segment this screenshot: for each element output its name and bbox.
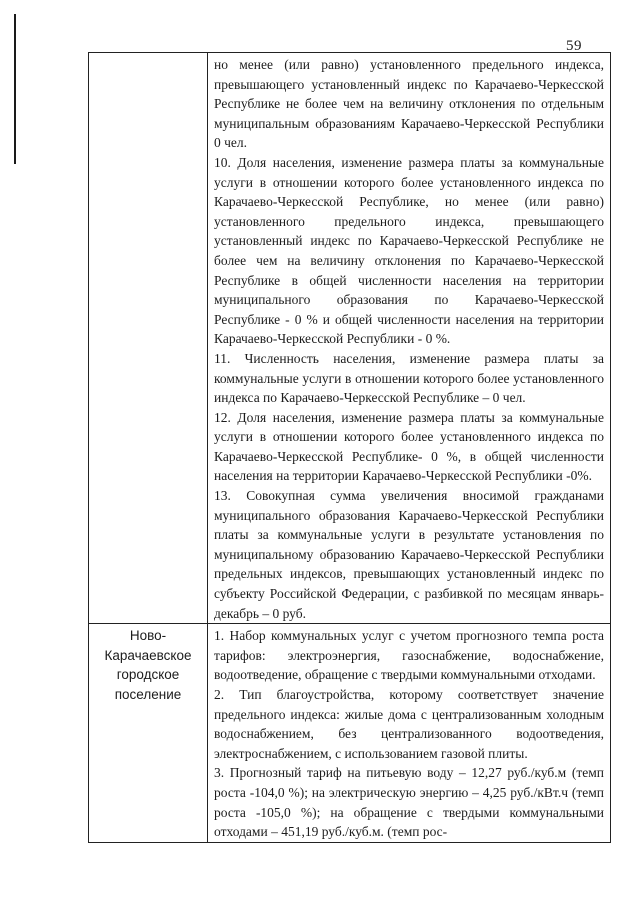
municipality-name [89, 53, 207, 55]
page-number: 59 [566, 38, 582, 54]
info-paragraph: 10. Доля населения, изменение размера платы за коммунальные услуги в отношении которого более установленного индекса по Карачаево-Черкесской Республике, но менее (или равно) установленного предельного индекса, превышающего установленный индекс по Карачаево-Черкесской Республике не более чем на величину отклонения по Карачаево-Черкесской Республике в общей численности населения на территории муниципального образования по Карачаево-Черкесской Республике - 0 % и общей численности населения на территории Карачаево-Черкесской Республики - 0 %. [214, 154, 604, 347]
info-paragraph: 13. Совокупная сумма увеличения вносимой гражданами муниципального образования Карачаево-Черкесской Республики платы за коммунальные услуги в результате установления по муниципальному образованию Карачаево-Черкесской Республики предельных индексов, превышающих установленный индекс по субъекту Российской Федерации, с разбивкой по месяцам январь-декабрь – 0 руб. [214, 488, 604, 621]
info-paragraph: 2. Тип благоустройства, которому соответствует значение предельного индекса: жилые дома с централизованным холодным водоснабжением, без централизованного водоотведения, электроснабжением, с использованием газовой плиты. [214, 687, 604, 761]
info-paragraph: 11. Численность населения, изменение размера платы за коммунальные услуги в отношении которого более установленного индекса по Карачаево-Черкесской Республике – 0 чел. [214, 350, 604, 406]
municipality-name: Ново-Карачаевское городское поселение [104, 628, 192, 702]
info-paragraph: но менее (или равно) установленного предельного индекса, превышающего установленный индекс по Карачаево-Черкесской Республике не более чем на величину отклонения по отдельным муниципальным образованиям Карачаево-Черкесской Республики 0 чел. [214, 57, 604, 151]
info-text [208, 53, 610, 623]
info-paragraph: 12. Доля населения, изменение размера платы за коммунальные услуги в отношении которого более установленного индекса по Карачаево-Черкесской Республике- 0 %, в общей численности населения на территории Карачаево-Черкесской Республики -0%. [214, 409, 604, 484]
info-cell [208, 53, 611, 624]
municipality-cell [89, 624, 208, 843]
municipality-cell [89, 53, 208, 624]
info-text [208, 624, 610, 842]
info-paragraph: 1. Набор коммунальных услуг с учетом прогнозного темпа роста тарифов: электроэнергия, газоснабжение, водоснабжение, водоотведение, обращение с твердыми коммунальными отходами. [214, 628, 604, 683]
municipal-info-table [88, 52, 611, 843]
table-row [89, 624, 611, 843]
info-paragraph: 3. Прогнозный тариф на питьевую воду – 12,27 руб./куб.м (темп роста -104,0 %); на электрическую энергию – 4,25 руб./кВт.ч (темп роста -105,0 %); на обращение с твердыми коммунальными отходами – 451,19 руб./куб.м. (темп рос- [214, 765, 604, 840]
info-cell [208, 624, 611, 843]
table-row [89, 53, 611, 624]
margin-line [14, 14, 16, 164]
